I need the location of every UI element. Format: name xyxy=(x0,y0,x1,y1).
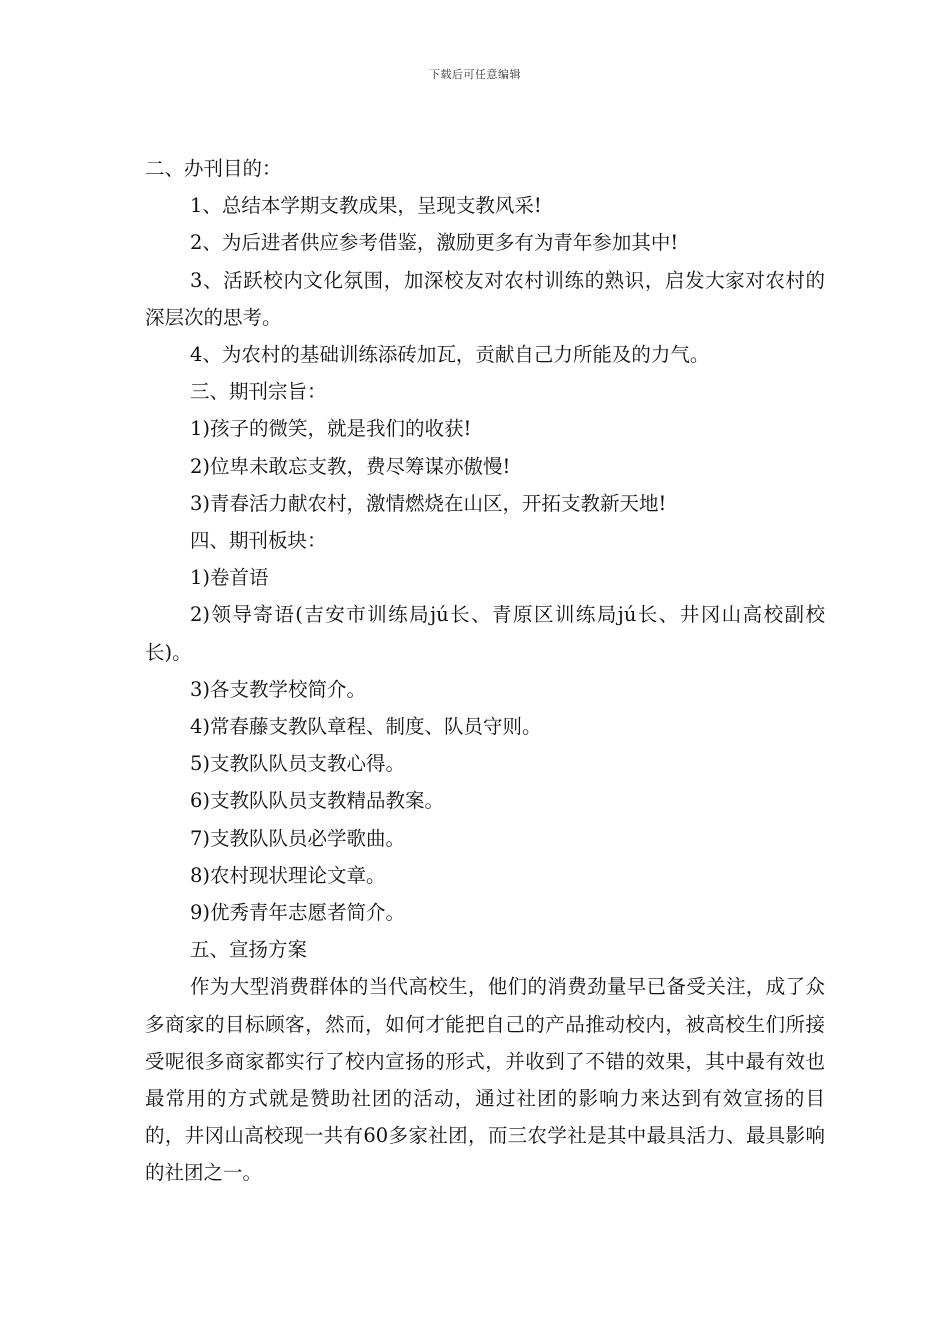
list-item: 1)孩子的微笑，就是我们的收获! xyxy=(190,417,472,441)
list-item: 3)各支教学校简介。 xyxy=(190,677,367,701)
section-heading-sections: 四、期刊板块： xyxy=(190,529,327,553)
list-item: 2)位卑未敢忘支教，费尽筹谋亦傲慢! xyxy=(190,454,511,478)
list-item: 1)卷首语 xyxy=(190,566,269,590)
list-item: 2)领导寄语(吉安市训练局jú长、青原区训练局jú长、井冈山高校副校长)。 xyxy=(145,603,825,664)
list-item: 3)青春活力献农村，激情燃烧在山区，开拓支教新天地! xyxy=(190,491,667,515)
list-item: 6)支教队队员支教精品教案。 xyxy=(190,789,445,813)
list-item: 4)常春藤支教队章程、制度、队员守则。 xyxy=(190,715,542,739)
list-item: 5)支教队队员支教心得。 xyxy=(190,752,406,776)
list-item: 3、活跃校内文化氛围，加深校友对农村训练的熟识，启发大家对农村的深层次的思考。 xyxy=(145,268,825,329)
section-heading-promotion: 五、宣扬方案 xyxy=(190,938,308,962)
page-header-note: 下载后可任意编辑 xyxy=(429,68,521,81)
list-item: 7)支教队队员必学歌曲。 xyxy=(190,826,406,850)
document-body xyxy=(145,150,825,1192)
list-item: 1、总结本学期支教成果，呈现支教风采! xyxy=(190,194,542,218)
section-heading-tenet: 三、期刊宗旨： xyxy=(190,380,327,404)
list-item: 2、为后进者供应参考借鉴，激励更多有为青年参加其中! xyxy=(190,231,679,255)
section-heading-purpose: 二、办刊目的： xyxy=(145,157,282,180)
body-paragraph: 作为大型消费群体的当代高校生，他们的消费劲量早已备受关注，成了众多商家的目标顾客，然而，如何才能把自己的产品推动校内，被高校生们所接受呢很多商家都实行了校内宣扬的形式，并收到了不错的效果，其中最有效也最常用的方式就是赞助社团的活动，通过社团的影响力来达到有效宣扬的目的，井冈山高校现一共有60多家社团，而三农学社是其中最具活力、最具影响的社团之一。 xyxy=(145,975,825,1185)
list-item: 9)优秀青年志愿者简介。 xyxy=(190,901,406,925)
list-item: 4、为农村的基础训练添砖加瓦，贡献自己力所能及的力气。 xyxy=(190,343,710,367)
list-item: 8)农村现状理论文章。 xyxy=(190,863,386,887)
